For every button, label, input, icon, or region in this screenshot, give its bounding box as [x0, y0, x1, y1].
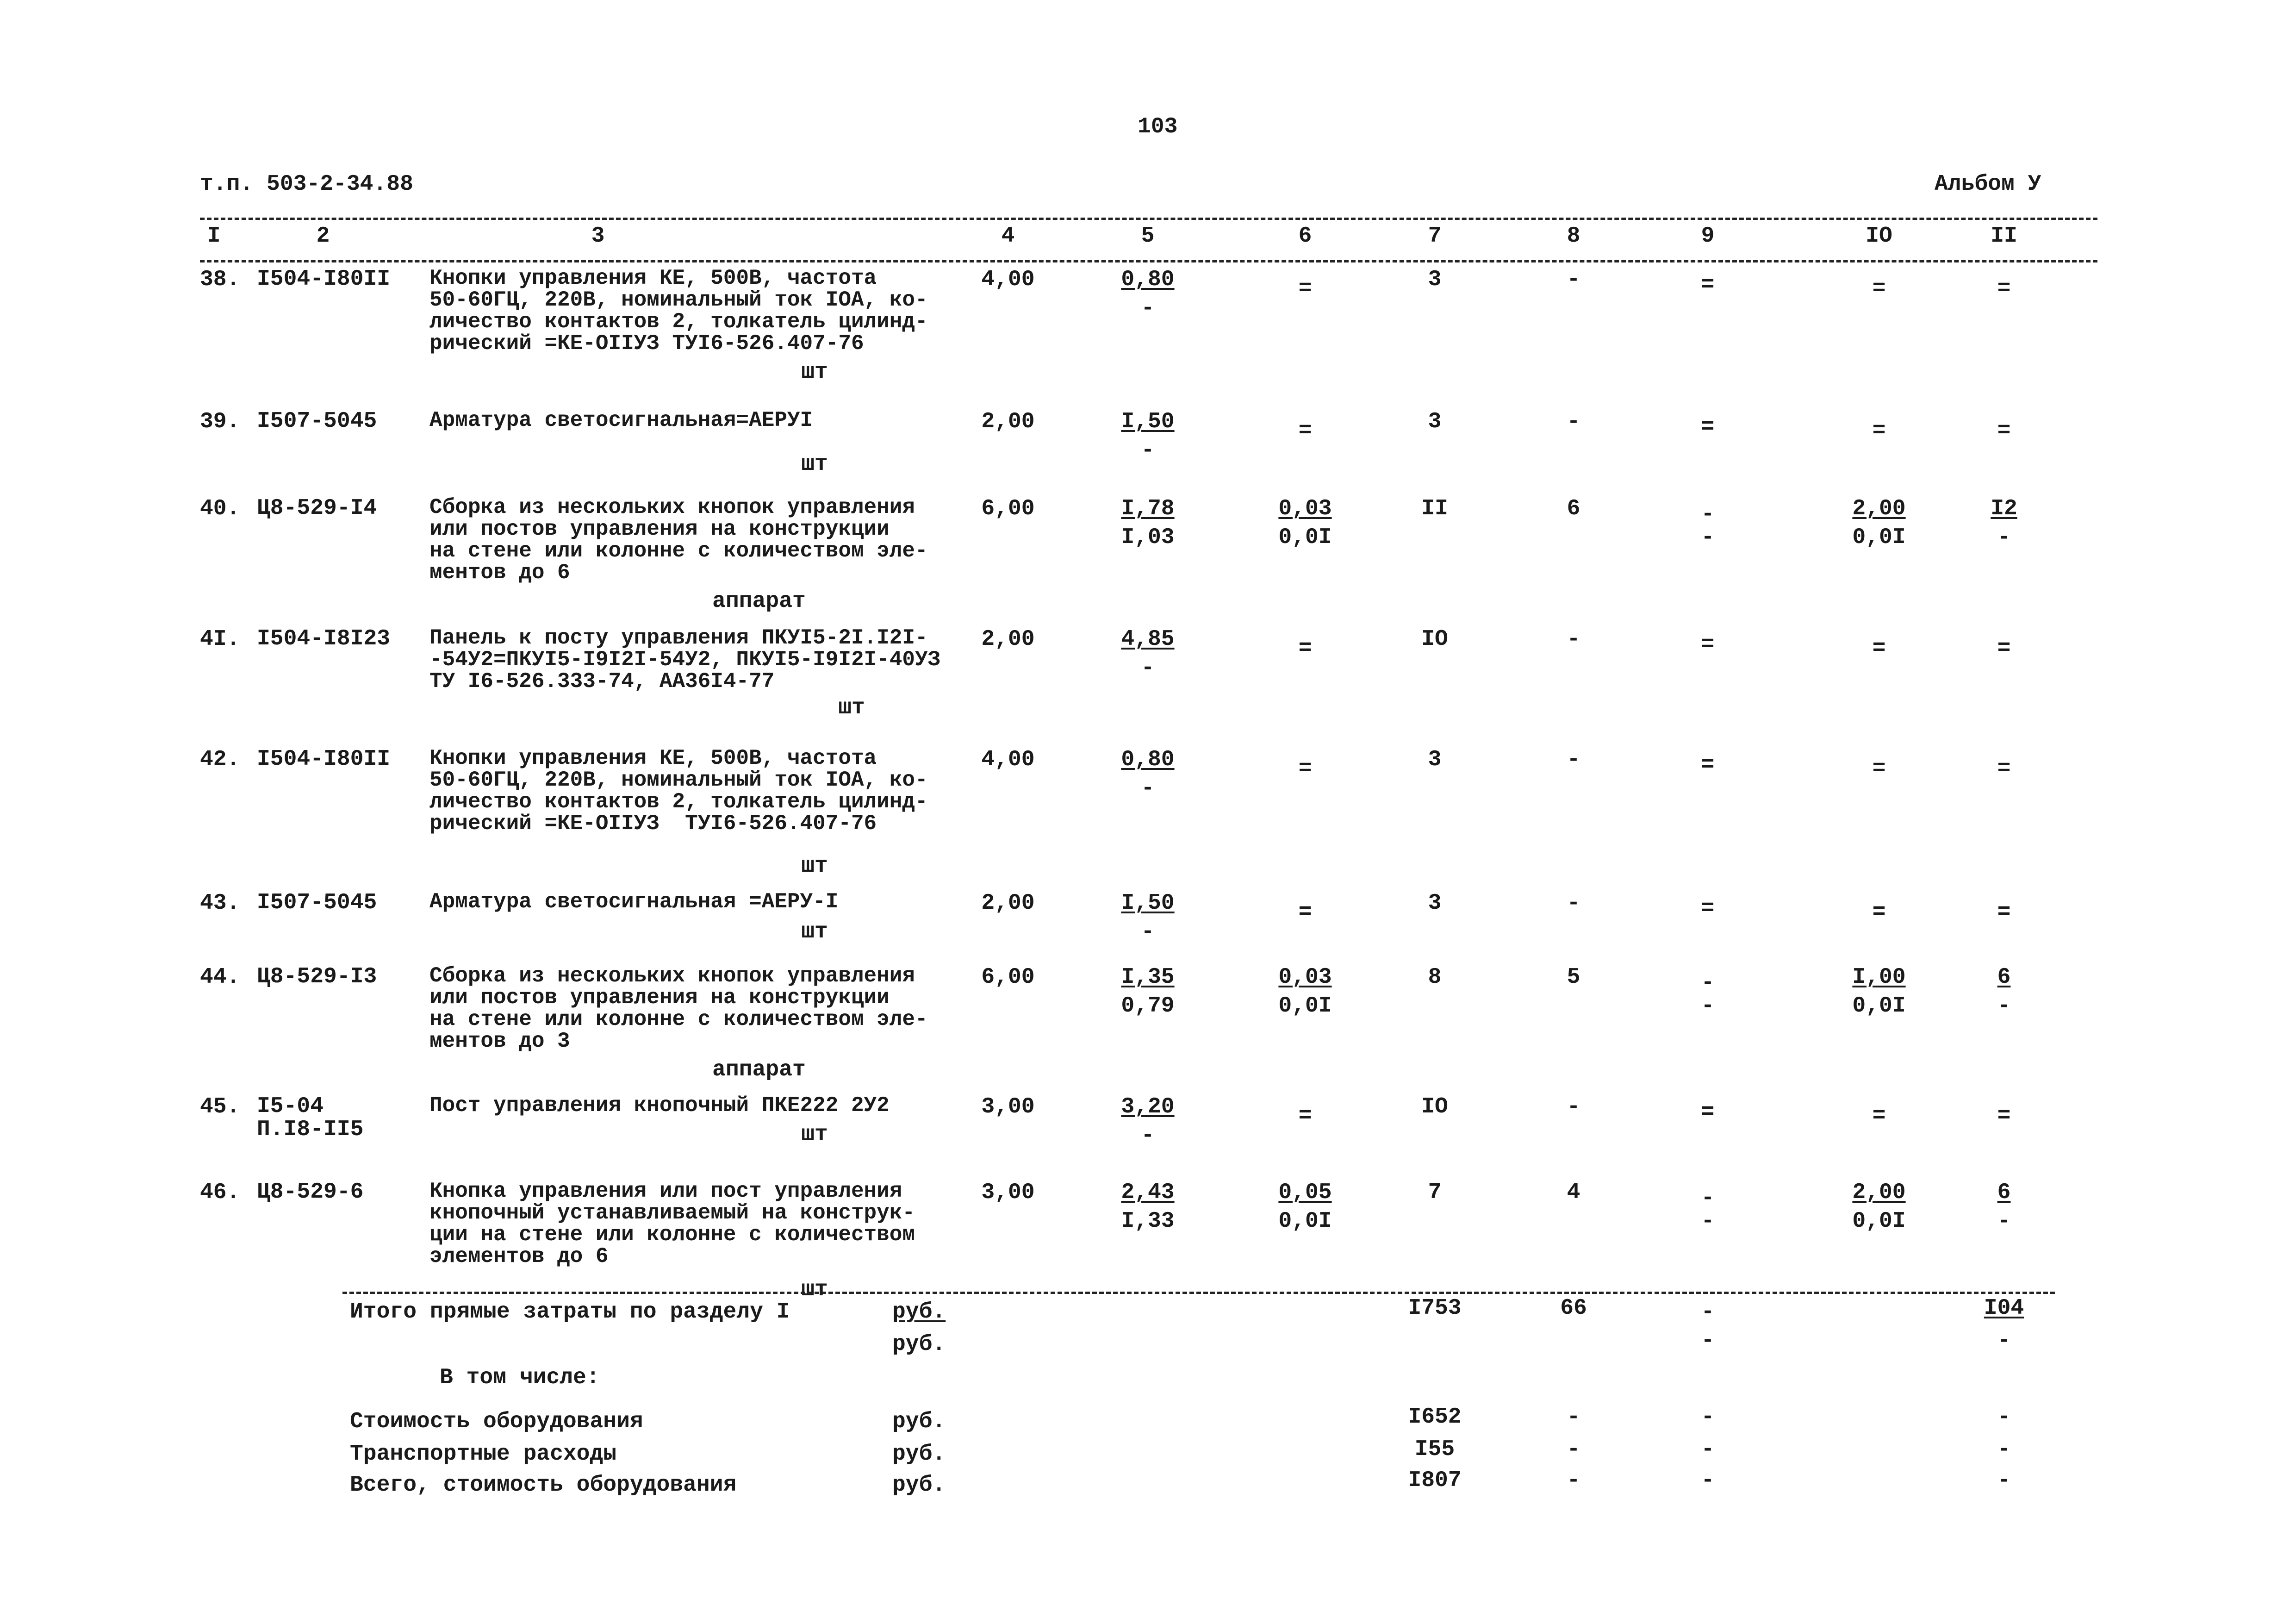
total-col9-top: - [1701, 1299, 1715, 1324]
cell-col4: 2,00 [981, 409, 1035, 434]
row-description: Кнопка управления или пост управления кнопочный устанавливаемый на конструк- ции на стене или колонне с количеством элементов до 6 [429, 1179, 915, 1268]
cell-col9-top: = [1701, 896, 1715, 921]
cell-col5-bottom: - [1141, 296, 1155, 321]
summary-line-col8: - [1567, 1437, 1580, 1462]
cell-col6-top: 0,05 [1278, 1180, 1332, 1205]
summary-line-col11: - [1997, 1468, 2011, 1493]
column-header: 8 [1567, 224, 1580, 249]
cell-col5-top: 3,20 [1121, 1094, 1175, 1119]
column-header: 5 [1141, 224, 1155, 249]
row-description: Арматура светосигнальная =АЕРУ-I [429, 890, 839, 914]
cell-col7: IO [1421, 1094, 1448, 1119]
cell-col9-top: = [1701, 753, 1715, 778]
cell-col9-bottom: - [1701, 525, 1715, 550]
row-unit: шт [801, 1277, 828, 1302]
cell-col11-top: I2 [1991, 496, 2017, 521]
cell-col5-top: 2,43 [1121, 1180, 1175, 1205]
row-number: 4I. [200, 627, 240, 652]
total-label: Итого прямые затраты по разделу I [350, 1299, 790, 1324]
cell-col7: IO [1421, 627, 1448, 652]
column-header: 6 [1298, 224, 1312, 249]
cell-col7: 8 [1428, 965, 1442, 990]
summary-line-col11: - [1997, 1405, 2011, 1430]
row-unit: шт [801, 854, 828, 879]
row-description: Сборка из нескольких кнопок управления или постов управления на конструкции на стене или колонне с количеством эле- ментов до 6 [429, 495, 928, 585]
cell-col4: 4,00 [981, 747, 1035, 772]
cell-col9-top: - [1701, 502, 1715, 527]
cell-col5-bottom: - [1141, 1123, 1155, 1148]
row-number: 42. [200, 747, 240, 772]
summary-line-col9: - [1701, 1437, 1715, 1462]
cell-col11-top: = [1997, 756, 2011, 781]
cell-col10-top: = [1872, 276, 1886, 301]
row-unit: шт [801, 1122, 828, 1147]
cell-col6-bottom: 0,0I [1278, 1209, 1332, 1234]
cell-col10-bottom: 0,0I [1852, 525, 1906, 550]
column-header: I [207, 224, 221, 249]
cell-col11-top: = [1997, 900, 2011, 925]
cell-col9-bottom: - [1701, 993, 1715, 1018]
summary-line-col8: - [1567, 1405, 1580, 1430]
cell-col4: 2,00 [981, 891, 1035, 916]
header-rule-top [200, 218, 2097, 220]
cell-col6-top: = [1298, 418, 1312, 443]
column-header: 4 [1001, 224, 1015, 249]
cell-col7: 7 [1428, 1180, 1442, 1205]
row-description: Панель к посту управления ПКУI5-2I.I2I- -54У2=ПКУI5-I9I2I-54У2, ПКУI5-I9I2I-40УЗ ТУ I6-526.333-74, АА36I4-77 [429, 626, 941, 693]
summary-line-col7: I55 [1414, 1437, 1455, 1462]
cell-col8: 6 [1567, 496, 1580, 521]
album-label: Альбом У [1935, 172, 2041, 197]
cell-col11-bottom: - [1997, 1209, 2011, 1234]
page-number: 103 [1138, 114, 1178, 139]
row-code: Ц8-529-I4 [257, 496, 377, 521]
column-header: II [1991, 224, 2017, 249]
total-rub-2: руб. [892, 1332, 946, 1357]
row-unit: шт [801, 360, 828, 385]
cell-col5-top: 0,80 [1121, 267, 1175, 292]
summary-line-col8: - [1567, 1468, 1580, 1493]
cell-col8: - [1567, 747, 1580, 772]
cell-col10-bottom: 0,0I [1852, 1209, 1906, 1234]
column-header: IO [1866, 224, 1892, 249]
cell-col4: 3,00 [981, 1180, 1035, 1205]
cell-col8: - [1567, 627, 1580, 652]
row-code: I507-5045 [257, 409, 377, 434]
cell-col8: 5 [1567, 965, 1580, 990]
header-rule-bottom [200, 260, 2097, 262]
cell-col10-top: = [1872, 418, 1886, 443]
cell-col6-bottom: 0,0I [1278, 525, 1332, 550]
cell-col5-top: I,35 [1121, 965, 1175, 990]
cell-col7: II [1421, 496, 1448, 521]
column-header: 7 [1428, 224, 1442, 249]
row-unit: шт [801, 919, 828, 944]
cell-col4: 6,00 [981, 965, 1035, 990]
cell-col10-top: 2,00 [1852, 496, 1906, 521]
row-description: Арматура светосигнальная=АЕРУI [429, 408, 813, 432]
total-rub-1: руб. [892, 1299, 946, 1324]
cell-col6-top: 0,03 [1278, 965, 1332, 990]
summary-line-col9: - [1701, 1468, 1715, 1493]
cell-col8: - [1567, 267, 1580, 292]
cell-col11-bottom: - [1997, 525, 2011, 550]
row-number: 39. [200, 409, 240, 434]
summary-line-col7: I807 [1408, 1468, 1462, 1493]
row-unit: шт [801, 452, 828, 477]
cell-col10-top: = [1872, 900, 1886, 925]
cell-col5-bottom: 0,79 [1121, 993, 1175, 1018]
cell-col6-top: = [1298, 900, 1312, 925]
cell-col7: 3 [1428, 747, 1442, 772]
summary-line-col9: - [1701, 1405, 1715, 1430]
cell-col5-top: 0,80 [1121, 747, 1175, 772]
cell-col11-top: 6 [1997, 965, 2011, 990]
cell-col9-top: = [1701, 415, 1715, 440]
cell-col9-top: - [1701, 1186, 1715, 1211]
total-col8: 66 [1560, 1296, 1587, 1321]
cell-col8: - [1567, 891, 1580, 916]
column-header: 9 [1701, 224, 1715, 249]
cell-col6-top: = [1298, 756, 1312, 781]
cell-col7: 3 [1428, 409, 1442, 434]
column-header: 3 [591, 224, 605, 249]
cell-col8: - [1567, 1094, 1580, 1119]
column-header: 2 [316, 224, 330, 249]
cell-col4: 2,00 [981, 627, 1035, 652]
cell-col5-bottom: - [1141, 656, 1155, 681]
cell-col4: 6,00 [981, 496, 1035, 521]
cell-col11-top: = [1997, 276, 2011, 301]
cell-col5-bottom: I,33 [1121, 1209, 1175, 1234]
cell-col10-top: = [1872, 636, 1886, 661]
cell-col7: 3 [1428, 267, 1442, 292]
cell-col6-top: 0,03 [1278, 496, 1332, 521]
cell-col10-top: I,00 [1852, 965, 1906, 990]
row-number: 44. [200, 965, 240, 990]
document-code: т.п. 503-2-34.88 [200, 172, 413, 197]
cell-col10-top: = [1872, 1104, 1886, 1129]
cell-col8: 4 [1567, 1180, 1580, 1205]
cell-col9-bottom: - [1701, 1209, 1715, 1234]
cell-col9-top: = [1701, 1100, 1715, 1125]
cell-col8: - [1567, 409, 1580, 434]
row-number: 43. [200, 891, 240, 916]
row-code: Ц8-529-6 [257, 1180, 364, 1205]
row-unit: шт [838, 695, 865, 720]
cell-col5-bottom: - [1141, 919, 1155, 944]
row-code: I504-I80II [257, 747, 391, 772]
row-unit: аппарат [712, 589, 806, 614]
including-label: В том числе: [440, 1365, 600, 1390]
summary-rule [342, 1292, 2055, 1294]
summary-line-rub: руб. [892, 1473, 946, 1498]
total-col11-top: I04 [1984, 1296, 2024, 1321]
summary-line-col11: - [1997, 1437, 2011, 1462]
summary-line-label: Всего, стоимость оборудования [350, 1473, 737, 1498]
total-col7: I753 [1408, 1296, 1462, 1321]
row-number: 40. [200, 496, 240, 521]
row-unit: аппарат [712, 1057, 806, 1082]
cell-col11-bottom: - [1997, 993, 2011, 1018]
row-description: Сборка из нескольких кнопок управления или постов управления на конструкции на стене или колонне с количеством эле- ментов до 3 [429, 964, 928, 1053]
row-number: 45. [200, 1094, 240, 1119]
row-code: I507-5045 [257, 890, 377, 915]
cell-col5-top: 4,85 [1121, 627, 1175, 652]
summary-line-label: Стоимость оборудования [350, 1409, 643, 1434]
row-number: 38. [200, 267, 240, 292]
cell-col10-top: 2,00 [1852, 1180, 1906, 1205]
cell-col5-top: I,50 [1121, 891, 1175, 916]
cell-col9-top: = [1701, 273, 1715, 298]
total-col9-bottom: - [1701, 1328, 1715, 1353]
row-code: Ц8-529-I3 [257, 964, 377, 989]
cell-col4: 3,00 [981, 1094, 1035, 1119]
row-description: Кнопки управления КЕ, 500В, частота 50-60ГЦ, 220В, номинальный ток IOA, ко- личество контактов 2, толкатель цилинд- рический =КЕ-OIIУЗ ТУI6-526.407-76 [429, 746, 928, 836]
cell-col11-top: 6 [1997, 1180, 2011, 1205]
row-code: I504-I8I23 [257, 626, 391, 651]
cell-col9-top: - [1701, 970, 1715, 995]
total-col11-bottom: - [1997, 1328, 2011, 1353]
summary-line-label: Транспортные расходы [350, 1442, 617, 1467]
cell-col5-bottom: I,03 [1121, 525, 1175, 550]
cell-col9-top: = [1701, 632, 1715, 657]
row-code: I5-04 П.I8-II5 [257, 1094, 364, 1142]
cell-col6-top: = [1298, 1104, 1312, 1129]
cell-col5-bottom: - [1141, 776, 1155, 801]
cell-col11-top: = [1997, 418, 2011, 443]
row-description: Пост управления кнопочный ПКЕ222 2У2 [429, 1093, 890, 1118]
summary-line-col7: I652 [1408, 1405, 1462, 1430]
row-number: 46. [200, 1180, 240, 1205]
cell-col5-top: I,50 [1121, 409, 1175, 434]
cell-col5-bottom: - [1141, 438, 1155, 463]
row-description: Кнопки управления КЕ, 500В, частота 50-60ГЦ, 220В, номинальный ток IOA, ко- личество контактов 2, толкатель цилинд- рический =КЕ-OIIУЗ ТУI6-526.407-76 [429, 266, 928, 356]
cell-col10-top: = [1872, 756, 1886, 781]
cell-col10-bottom: 0,0I [1852, 993, 1906, 1018]
cell-col6-top: = [1298, 636, 1312, 661]
cell-col7: 3 [1428, 891, 1442, 916]
cell-col6-bottom: 0,0I [1278, 993, 1332, 1018]
cell-col4: 4,00 [981, 267, 1035, 292]
row-code: I504-I80II [257, 267, 391, 292]
cell-col11-top: = [1997, 636, 2011, 661]
summary-line-rub: руб. [892, 1409, 946, 1434]
cell-col11-top: = [1997, 1104, 2011, 1129]
cell-col6-top: = [1298, 276, 1312, 301]
summary-line-rub: руб. [892, 1442, 946, 1467]
cell-col5-top: I,78 [1121, 496, 1175, 521]
